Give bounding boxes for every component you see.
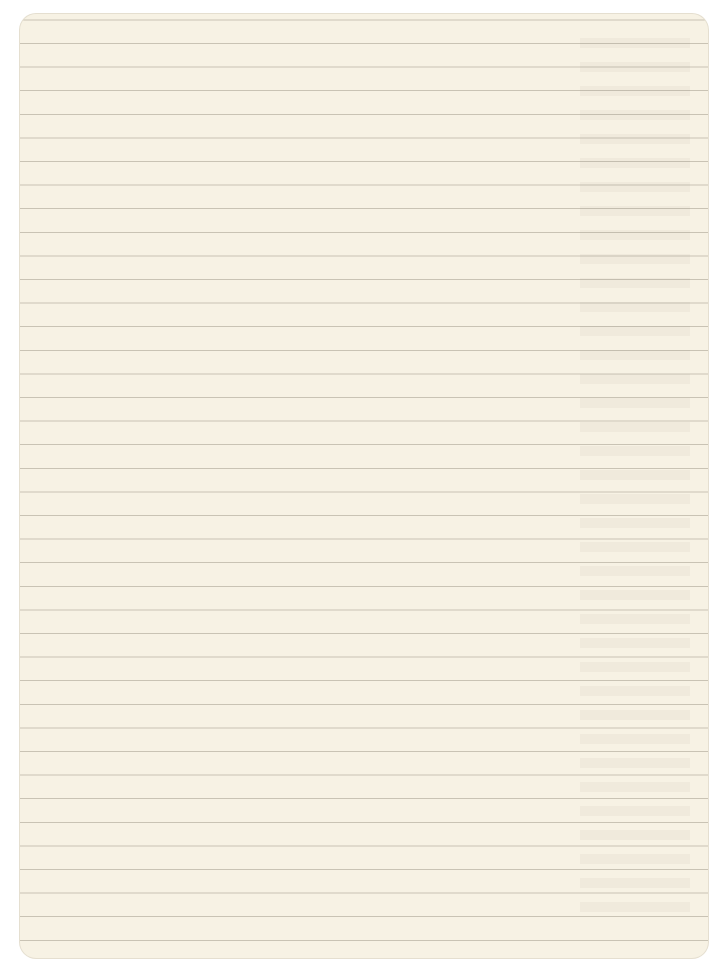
notebook-page: [20, 14, 708, 958]
bleed-through-text: [580, 38, 690, 918]
